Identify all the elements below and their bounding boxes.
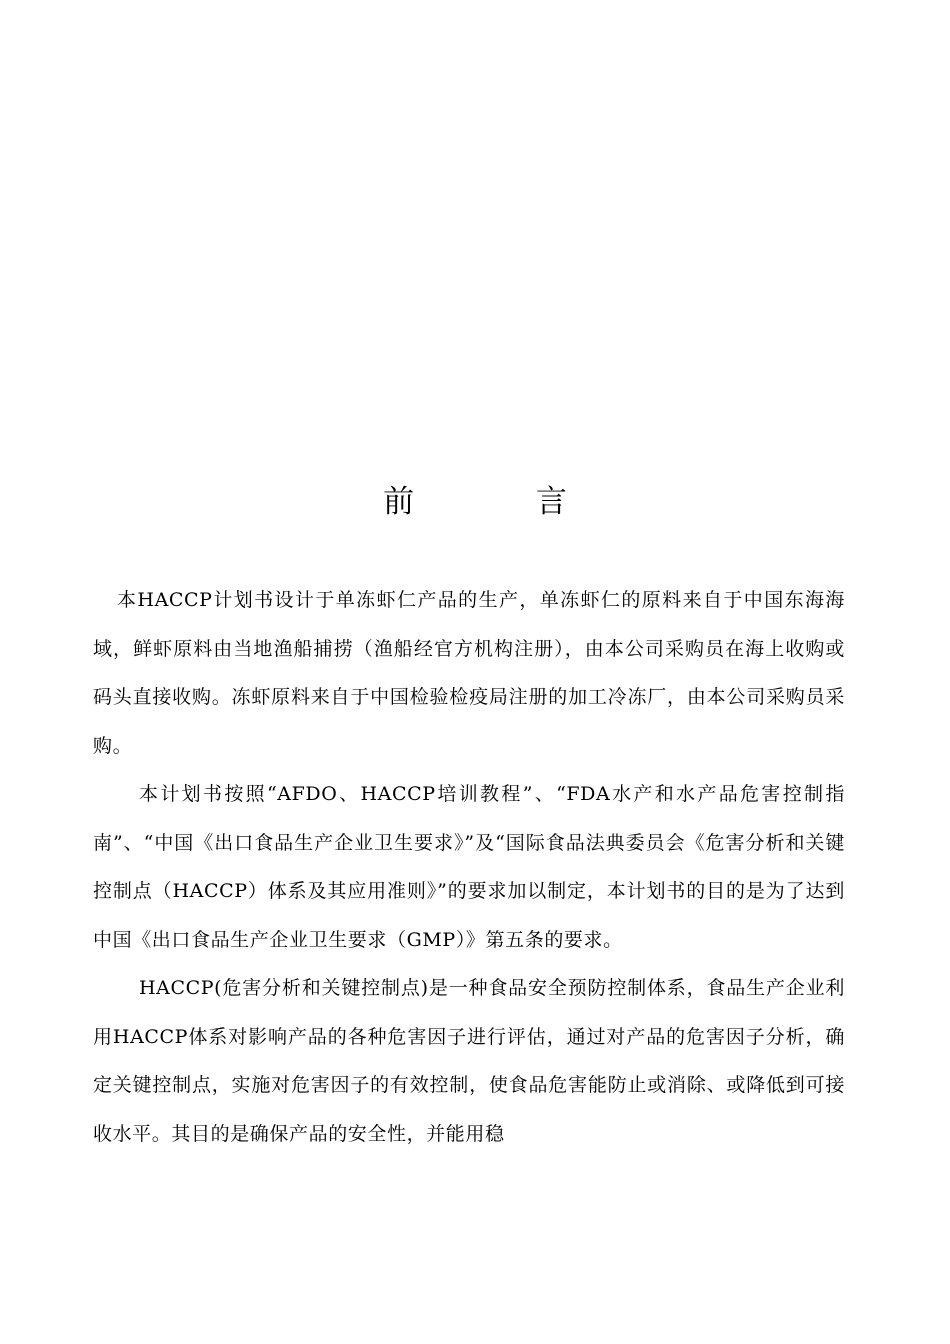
paragraph-intro: 本HACCP计划书设计于单冻虾仁产品的生产，单冻虾仁的原料来自于中国东海海域，鲜虾原料由当地渔船捕捞（渔船经官方机构注册），由本公司采购员在海上收购或码头直接收购。冻虾原料来自于中国检验检疫局注册的加工冷冻厂，由本公司采购员采购。 [93,589,845,757]
paragraph-basis: 本计划书按照“AFDO、HACCP培训教程”、“FDA水产和水产品危害控制指南”、“中国《出口食品生产企业卫生要求》”及“国际食品法典委员会《危害分析和关键控制点（HACCP）体系及其应用准则》”的要求加以制定，本计划书的目的是为了达到中国《出口食品生产企业卫生要求（GMP）》第五条的要求。 [93,783,845,951]
page-title: 前 言 [383,484,623,520]
document-body [93,576,845,1158]
paragraph-haccp-definition: HACCP(危害分析和关键控制点)是一种食品安全预防控制体系，食品生产企业利用HACCP体系对影响产品的各种危害因子进行评估，通过对产品的危害因子分析，确定关键控制点，实施对危害因子的有效控制，使食品危害能防止或消除、或降低到可接收水平。其目的是确保产品的安全性，并能用稳 [93,977,845,1145]
